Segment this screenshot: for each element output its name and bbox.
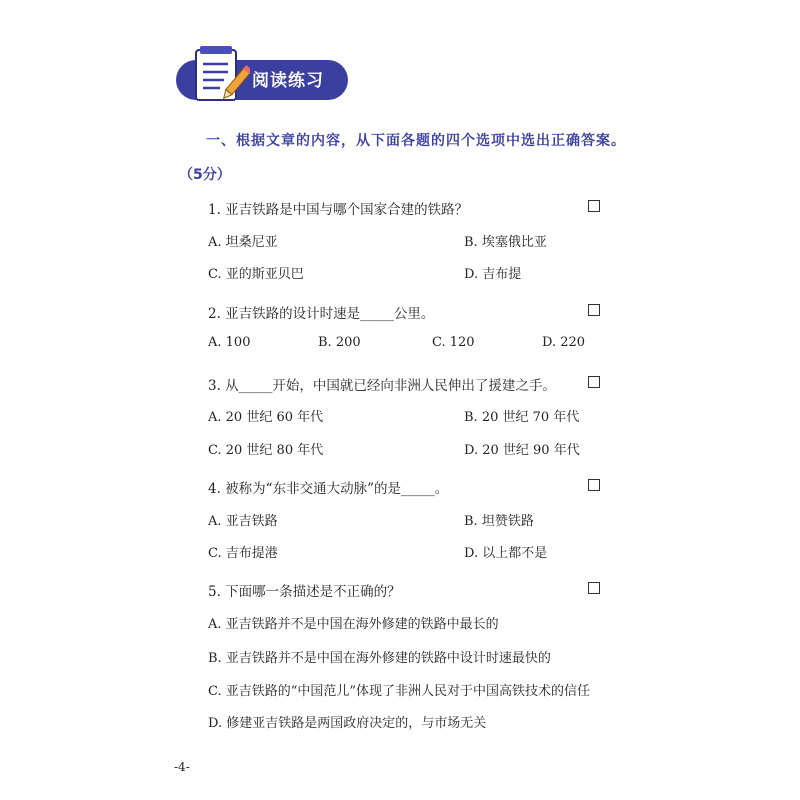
section-title: 阅读练习 [252, 71, 324, 91]
score-text: （5分） [179, 167, 231, 183]
q1-option-c[interactable]: C. 亚的斯亚贝巴 [208, 267, 304, 282]
notepad-pencil-icon [190, 44, 250, 108]
answer-checkbox-2[interactable] [588, 304, 600, 316]
page-number: -4- [174, 760, 190, 774]
question-4: 4. 被称为“东非交通大动脉”的是_____。 [208, 481, 449, 497]
answer-checkbox-1[interactable] [588, 200, 600, 212]
q5-option-c[interactable]: C. 亚吉铁路的“中国范儿”体现了非洲人民对于中国高铁技术的信任 [208, 684, 591, 699]
q2-option-b[interactable]: B. 200 [318, 335, 361, 350]
answer-checkbox-4[interactable] [588, 479, 600, 491]
q4-option-d[interactable]: D. 以上都不是 [464, 546, 548, 561]
q4-option-c[interactable]: C. 吉布提港 [208, 546, 278, 561]
q5-option-b[interactable]: B. 亚吉铁路并不是中国在海外修建的铁路中设计时速最快的 [208, 651, 551, 666]
instruction-text: 一、根据文章的内容，从下面各题的四个选项中选出正确答案。 [206, 133, 626, 149]
question-5: 5. 下面哪一条描述是不正确的？ [208, 584, 401, 600]
q1-option-a[interactable]: A. 坦桑尼亚 [208, 235, 278, 250]
q3-option-d[interactable]: D. 20 世纪 90 年代 [464, 443, 580, 458]
q2-option-d[interactable]: D. 220 [542, 335, 586, 350]
q1-option-d[interactable]: D. 吉布提 [464, 267, 522, 282]
q3-option-a[interactable]: A. 20 世纪 60 年代 [208, 410, 324, 425]
q4-option-b[interactable]: B. 坦赞铁路 [464, 514, 534, 529]
q1-option-b[interactable]: B. 埃塞俄比亚 [464, 235, 547, 250]
answer-checkbox-3[interactable] [588, 376, 600, 388]
q5-option-a[interactable]: A. 亚吉铁路并不是中国在海外修建的铁路中最长的 [208, 617, 499, 632]
q3-option-b[interactable]: B. 20 世纪 70 年代 [464, 410, 580, 425]
q2-option-a[interactable]: A. 100 [208, 335, 251, 350]
q5-option-d[interactable]: D. 修建亚吉铁路是两国政府决定的，与市场无关 [208, 716, 487, 731]
answer-checkbox-5[interactable] [588, 582, 600, 594]
q3-option-c[interactable]: C. 20 世纪 80 年代 [208, 443, 324, 458]
question-1: 1. 亚吉铁路是中国与哪个国家合建的铁路？ [208, 202, 469, 218]
q2-option-c[interactable]: C. 120 [432, 335, 475, 350]
question-3: 3. 从_____开始，中国就已经向非洲人民伸出了援建之手。 [208, 378, 556, 394]
q4-option-a[interactable]: A. 亚吉铁路 [208, 514, 278, 529]
question-2: 2. 亚吉铁路的设计时速是_____公里。 [208, 306, 435, 322]
